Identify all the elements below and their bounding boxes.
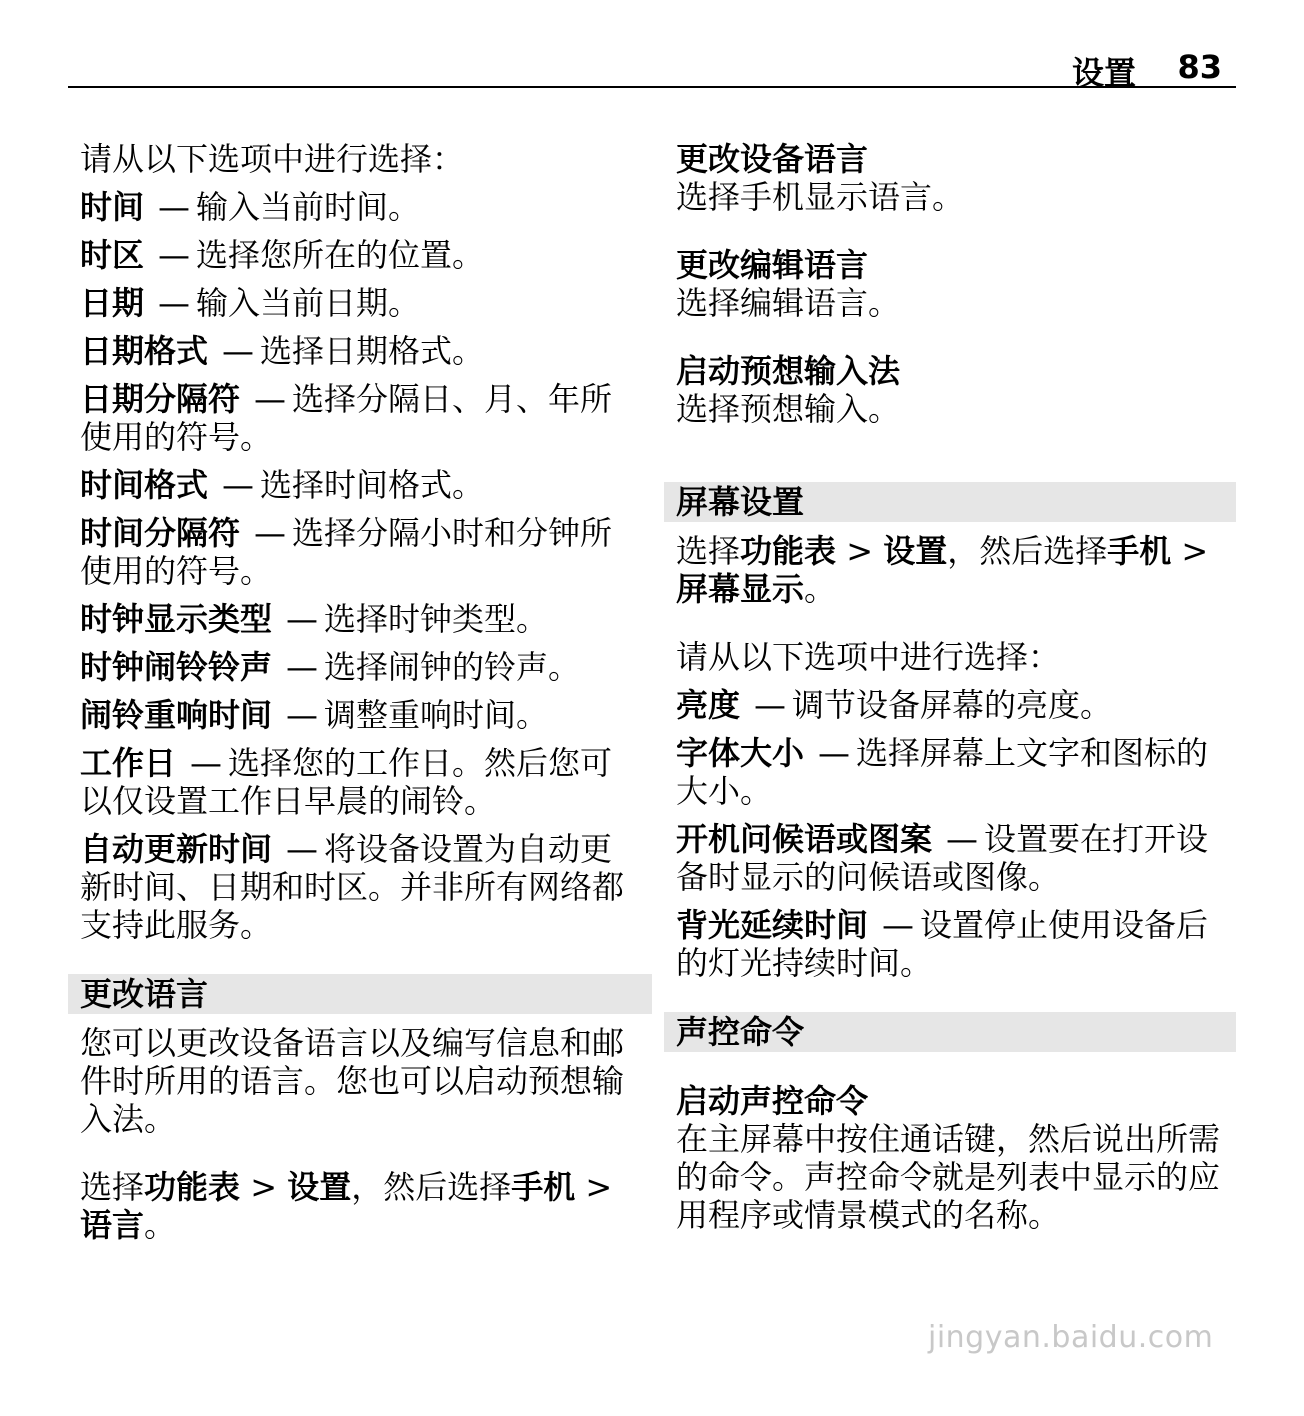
setting-term: 时钟显示类型 [80,600,273,638]
setting-term: 工作日 [80,744,177,782]
dash-separator: — [882,906,915,944]
setting-description: 调节设备屏幕的亮度。 [792,686,1113,724]
dash-separator: — [158,284,191,322]
language-options [664,140,1236,428]
setting-description: 选择屏幕上文字和图标的大小。 [676,734,1209,810]
setting-term: 亮度 [676,686,741,724]
setting-item [80,600,628,638]
lang-item-title: 更改编辑语言 [676,246,869,284]
setting-description: 选择分隔日、月、年所使用的符号。 [80,380,613,456]
setting-item [676,820,1236,896]
watermark: jingyan.baidu.com [928,1320,1214,1355]
lang-item-body: 选择预想输入。 [676,390,901,428]
setting-description: 选择时间格式。 [260,466,485,504]
page-number: 83 [1177,48,1222,86]
setting-term: 日期 [80,284,145,322]
setting-term: 闹铃重响时间 [80,696,273,734]
setting-description: 输入当前日期。 [196,284,421,322]
setting-term: 自动更新时间 [80,830,273,868]
dash-separator: — [222,332,255,370]
dash-separator: — [222,466,255,504]
header-title: 设置 [1071,54,1136,92]
setting-description: 设置要在打开设备时显示的问候语或图像。 [676,820,1209,896]
lang-item-title: 更改设备语言 [676,140,869,178]
setting-term: 时区 [80,236,145,274]
setting-description: 选择您所在的位置。 [196,236,485,274]
setting-item [676,906,1236,982]
screen-menu-path: 选择功能表 > 设置，然后选择手机 > 屏幕显示。 [676,532,1209,608]
dash-separator: — [254,380,287,418]
left-intro: 请从以下选项中进行选择： [80,140,465,178]
setting-description: 输入当前时间。 [196,188,421,226]
setting-term: 日期分隔符 [80,380,241,418]
voice-body: 在主屏幕中按住通话键，然后说出所需的命令。声控命令就是列表中显示的应用程序或情景模式的名称。 [676,1120,1221,1234]
dash-separator: — [286,830,319,868]
lang-item-title: 启动预想输入法 [676,352,901,390]
screen-intro: 请从以下选项中进行选择： [676,638,1061,676]
lang-item-body: 选择编辑语言。 [676,284,901,322]
setting-item [80,648,628,686]
setting-term: 时间格式 [80,466,209,504]
time-settings-list [80,188,628,944]
section-title-screen: 屏幕设置 [664,482,1236,522]
setting-item [80,466,628,504]
screen-settings-list [676,686,1236,982]
setting-item [80,332,628,370]
dash-separator: — [754,686,787,724]
dash-separator: — [286,600,319,638]
setting-item [80,514,628,590]
setting-description: 调整重响时间。 [324,696,549,734]
page-header [68,44,1236,92]
setting-item [676,734,1236,810]
dash-separator: — [190,744,223,782]
setting-description: 选择您的工作日。然后您可以仅设置工作日早晨的闹铃。 [80,744,613,820]
setting-term: 开机问候语或图案 [676,820,933,858]
right-column [664,140,1236,1244]
setting-term: 字体大小 [676,734,805,772]
setting-item [80,744,628,820]
setting-description: 设置停止使用设备后的灯光持续时间。 [676,906,1209,982]
language-menu-path: 选择功能表 > 设置，然后选择手机 > 语言。 [80,1168,613,1244]
dash-separator: — [158,188,191,226]
setting-term: 时间 [80,188,145,226]
setting-description: 选择时钟类型。 [324,600,549,638]
setting-description: 选择闹钟的铃声。 [324,648,581,686]
language-section-body: 您可以更改设备语言以及编写信息和邮件时所用的语言。您也可以启动预想输入法。 [80,1024,625,1138]
dash-separator: — [286,696,319,734]
setting-item [80,188,628,226]
setting-item [80,284,628,322]
section-title-voice: 声控命令 [664,1012,1236,1052]
section-title-language: 更改语言 [68,974,652,1014]
setting-description: 将设备设置为自动更新时间、日期和时区。并非所有网络都支持此服务。 [80,830,625,944]
setting-description: 选择分隔小时和分钟所使用的符号。 [80,514,613,590]
setting-term: 时间分隔符 [80,514,241,552]
setting-item [80,830,628,944]
dash-separator: — [254,514,287,552]
setting-item [80,236,628,274]
setting-term: 时钟闹铃铃声 [80,648,273,686]
setting-item [80,380,628,456]
dash-separator: — [286,648,319,686]
setting-item [676,686,1236,724]
left-column [80,140,628,1254]
lang-item-body: 选择手机显示语言。 [676,178,965,216]
setting-item [80,696,628,734]
voice-subtitle: 启动声控命令 [676,1082,869,1120]
dash-separator: — [158,236,191,274]
setting-term: 日期格式 [80,332,209,370]
setting-description: 选择日期格式。 [260,332,485,370]
dash-separator: — [818,734,851,772]
setting-term: 背光延续时间 [676,906,869,944]
dash-separator: — [946,820,979,858]
